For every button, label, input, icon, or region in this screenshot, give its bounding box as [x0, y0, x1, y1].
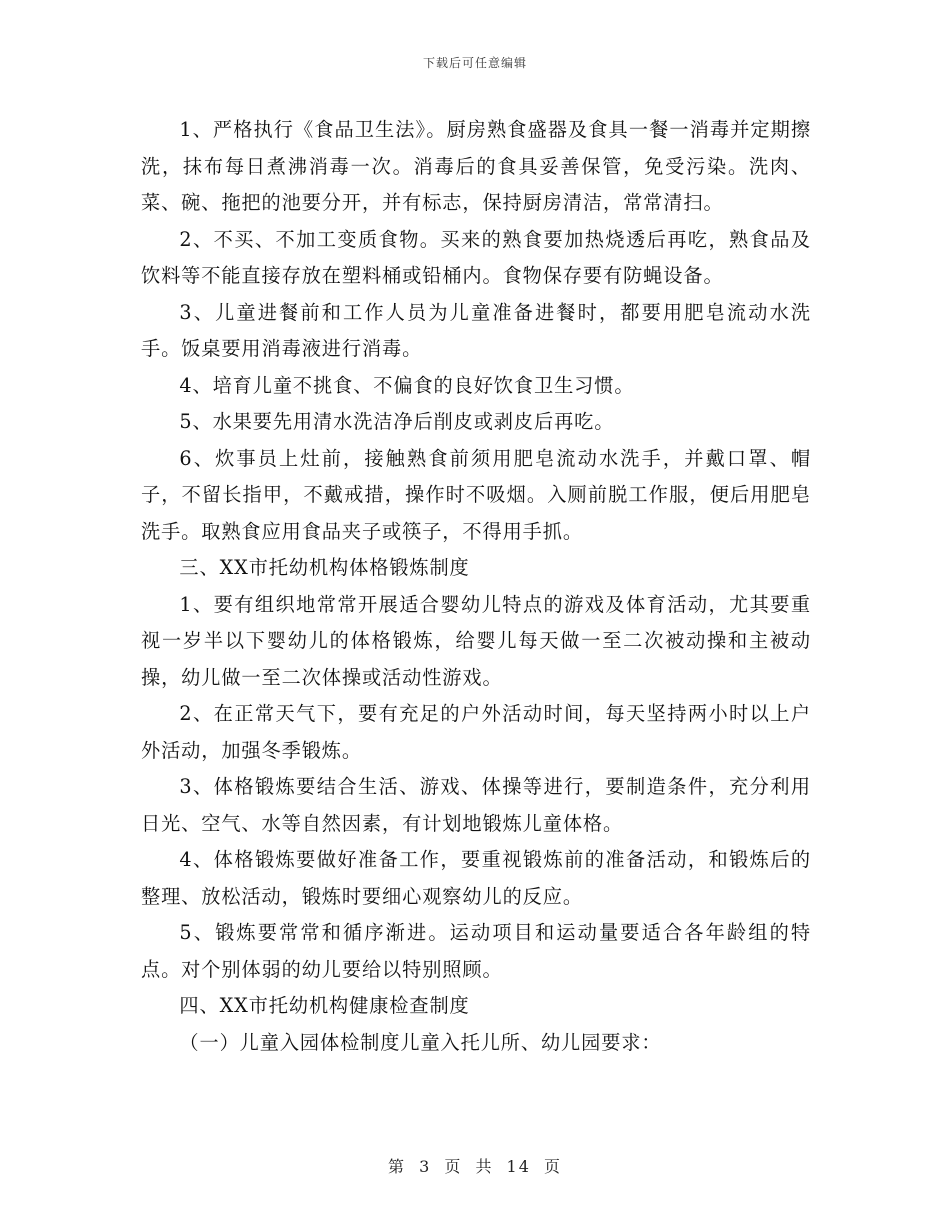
- paragraph-food-hygiene-2: 2、不买、不加工变质食物。买来的熟食要加热烧透后再吃，熟食品及饮料等不能直接存放在塑料桶或铅桶内。食物保存要有防蝇设备。: [141, 227, 811, 287]
- paragraph-exercise-4: 4、体格锻炼要做好准备工作，要重视锻炼前的准备活动，和锻炼后的整理、放松活动，锻炼时要细心观察幼儿的反应。: [141, 848, 811, 908]
- section-heading-health-check: 四、XX市托幼机构健康检查制度: [179, 994, 470, 1017]
- subsection-heading-admission-check: （一）儿童入园体检制度儿童入托儿所、幼儿园要求：: [179, 1030, 662, 1054]
- document-body: [141, 112, 811, 1061]
- paragraph-exercise-2: 2、在正常天气下，要有充足的户外活动时间，每天坚持两小时以上户外活动，加强冬季锻炼。: [141, 702, 811, 762]
- paragraph-exercise-5: 5、锻炼要常常和循序渐进。运动项目和运动量要适合各年龄组的特点。对个别体弱的幼儿要给以特别照顾。: [141, 921, 811, 981]
- paragraph-exercise-3: 3、体格锻炼要结合生活、游戏、体操等进行，要制造条件，充分利用日光、空气、水等自然因素，有计划地锻炼儿童体格。: [141, 775, 811, 835]
- paragraph-exercise-1: 1、要有组织地常常开展适合婴幼儿特点的游戏及体育活动，尤其要重视一岁半以下婴幼儿的体格锻炼，给婴儿每天做一至二次被动操和主被动操，幼儿做一至二次体操或活动性游戏。: [141, 592, 811, 689]
- paragraph-food-hygiene-3: 3、儿童进餐前和工作人员为儿童准备进餐时，都要用肥皂流动水洗手。饭桌要用消毒液进行消毒。: [141, 300, 811, 360]
- section-heading-physical-exercise: 三、XX市托幼机构体格锻炼制度: [179, 556, 470, 579]
- paragraph-food-hygiene-6: 6、炊事员上灶前，接触熟食前须用肥皂流动水洗手，并戴口罩、帽子，不留长指甲，不戴戒措，操作时不吸烟。入厕前脱工作服，便后用肥皂洗手。取熟食应用食品夹子或筷子，不得用手抓。: [141, 446, 811, 543]
- paragraph-food-hygiene-4: 4、培育儿童不挑食、不偏食的良好饮食卫生习惯。: [179, 373, 635, 397]
- page-number-footer: 第 3 页 共 14 页: [388, 1157, 562, 1176]
- paragraph-food-hygiene-1: 1、严格执行《食品卫生法》。厨房熟食盛器及食具一餐一消毒并定期擦洗，抹布每日煮沸消毒一次。消毒后的食具妥善保管，免受污染。洗肉、菜、碗、拖把的池要分开，并有标志，保持厨房清洁，常常清扫。: [141, 118, 811, 214]
- header-note: 下载后可任意编辑: [422, 56, 527, 70]
- paragraph-food-hygiene-5: 5、水果要先用清水洗洁净后削皮或剥皮后再吃。: [179, 410, 615, 433]
